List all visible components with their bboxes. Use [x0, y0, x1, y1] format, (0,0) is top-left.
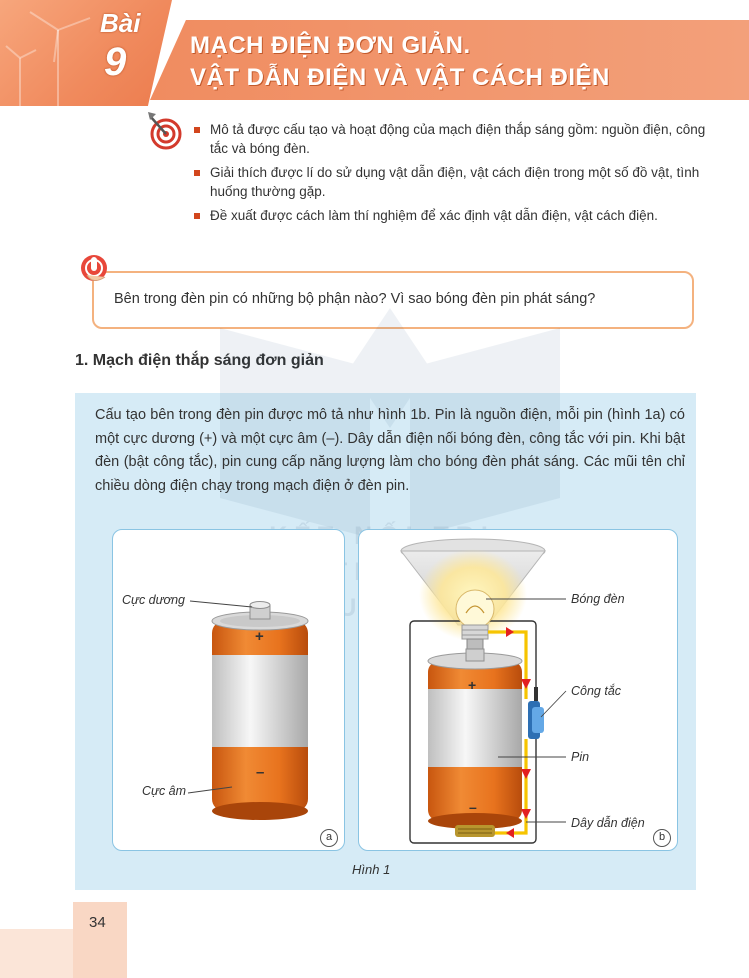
- footer-stripe: [0, 929, 73, 978]
- wind-turbine-icon: [0, 0, 172, 106]
- label-bulb: Bóng đèn: [571, 592, 625, 606]
- objective-item: Giải thích được lí do sử dụng vật dẫn điện, vật cách điện trong một số đồ vật, tình huống thường gặp.: [192, 163, 712, 201]
- figure-tag-a: a: [320, 829, 338, 847]
- page-number: 34: [89, 914, 106, 931]
- label-wire: Dây dẫn điện: [571, 816, 645, 830]
- lesson-number: 9: [104, 40, 127, 84]
- lesson-title-line2: VẬT DẪN ĐIỆN VÀ VẬT CÁCH ĐIỆN: [190, 64, 610, 91]
- flashlight-battery-minus-sign: –: [469, 799, 477, 815]
- lesson-title-line1: MẠCH ĐIỆN ĐƠN GIẢN.: [190, 32, 471, 59]
- battery-illustration: [112, 529, 345, 851]
- flashlight-battery-plus-sign: +: [468, 677, 477, 693]
- battery-minus-sign: –: [256, 764, 265, 781]
- question-hand-icon: [79, 253, 113, 287]
- label-battery: Pin: [571, 750, 590, 764]
- section-title: 1. Mạch điện thắp sáng đơn giản: [75, 352, 324, 369]
- label-switch: Công tắc: [571, 684, 622, 698]
- objective-item: Đề xuất được cách làm thí nghiệm để xác định vật dẫn điện, vật cách điện.: [192, 206, 712, 225]
- flashlight-illustration: [358, 529, 678, 851]
- lesson-badge: [0, 0, 172, 106]
- lesson-title: [190, 30, 610, 94]
- label-negative-terminal: Cực âm: [142, 784, 187, 798]
- figure-caption: Hình 1: [352, 862, 391, 877]
- label-positive-terminal: Cực dương: [122, 593, 186, 607]
- objectives-list: [192, 120, 712, 230]
- figure-tag-b: b: [653, 829, 671, 847]
- section-paragraph: Cấu tạo bên trong đèn pin được mô tả như hình 1b. Pin là nguồn điện, mỗi pin (hình 1a) có một cực dương (+) và một cực âm (–). Dây dẫn điện nối bóng đèn, công tắc với pin. Khi bật đèn (bật công tắc), pin cung cấp năng lượng làm cho bóng đèn phát sáng. Các mũi tên chỉ chiều dòng điện chạy trong mạch điện ở đèn pin.: [95, 407, 685, 494]
- objective-item: Mô tả được cấu tạo và hoạt động của mạch điện thắp sáng gồm: nguồn điện, công tắc và bóng đèn.: [192, 120, 712, 158]
- question-text: Bên trong đèn pin có những bộ phận nào? Vì sao bóng đèn pin phát sáng?: [114, 291, 596, 307]
- target-icon: [146, 110, 184, 150]
- battery-plus-sign: +: [255, 628, 264, 645]
- lesson-word: Bài: [100, 8, 141, 38]
